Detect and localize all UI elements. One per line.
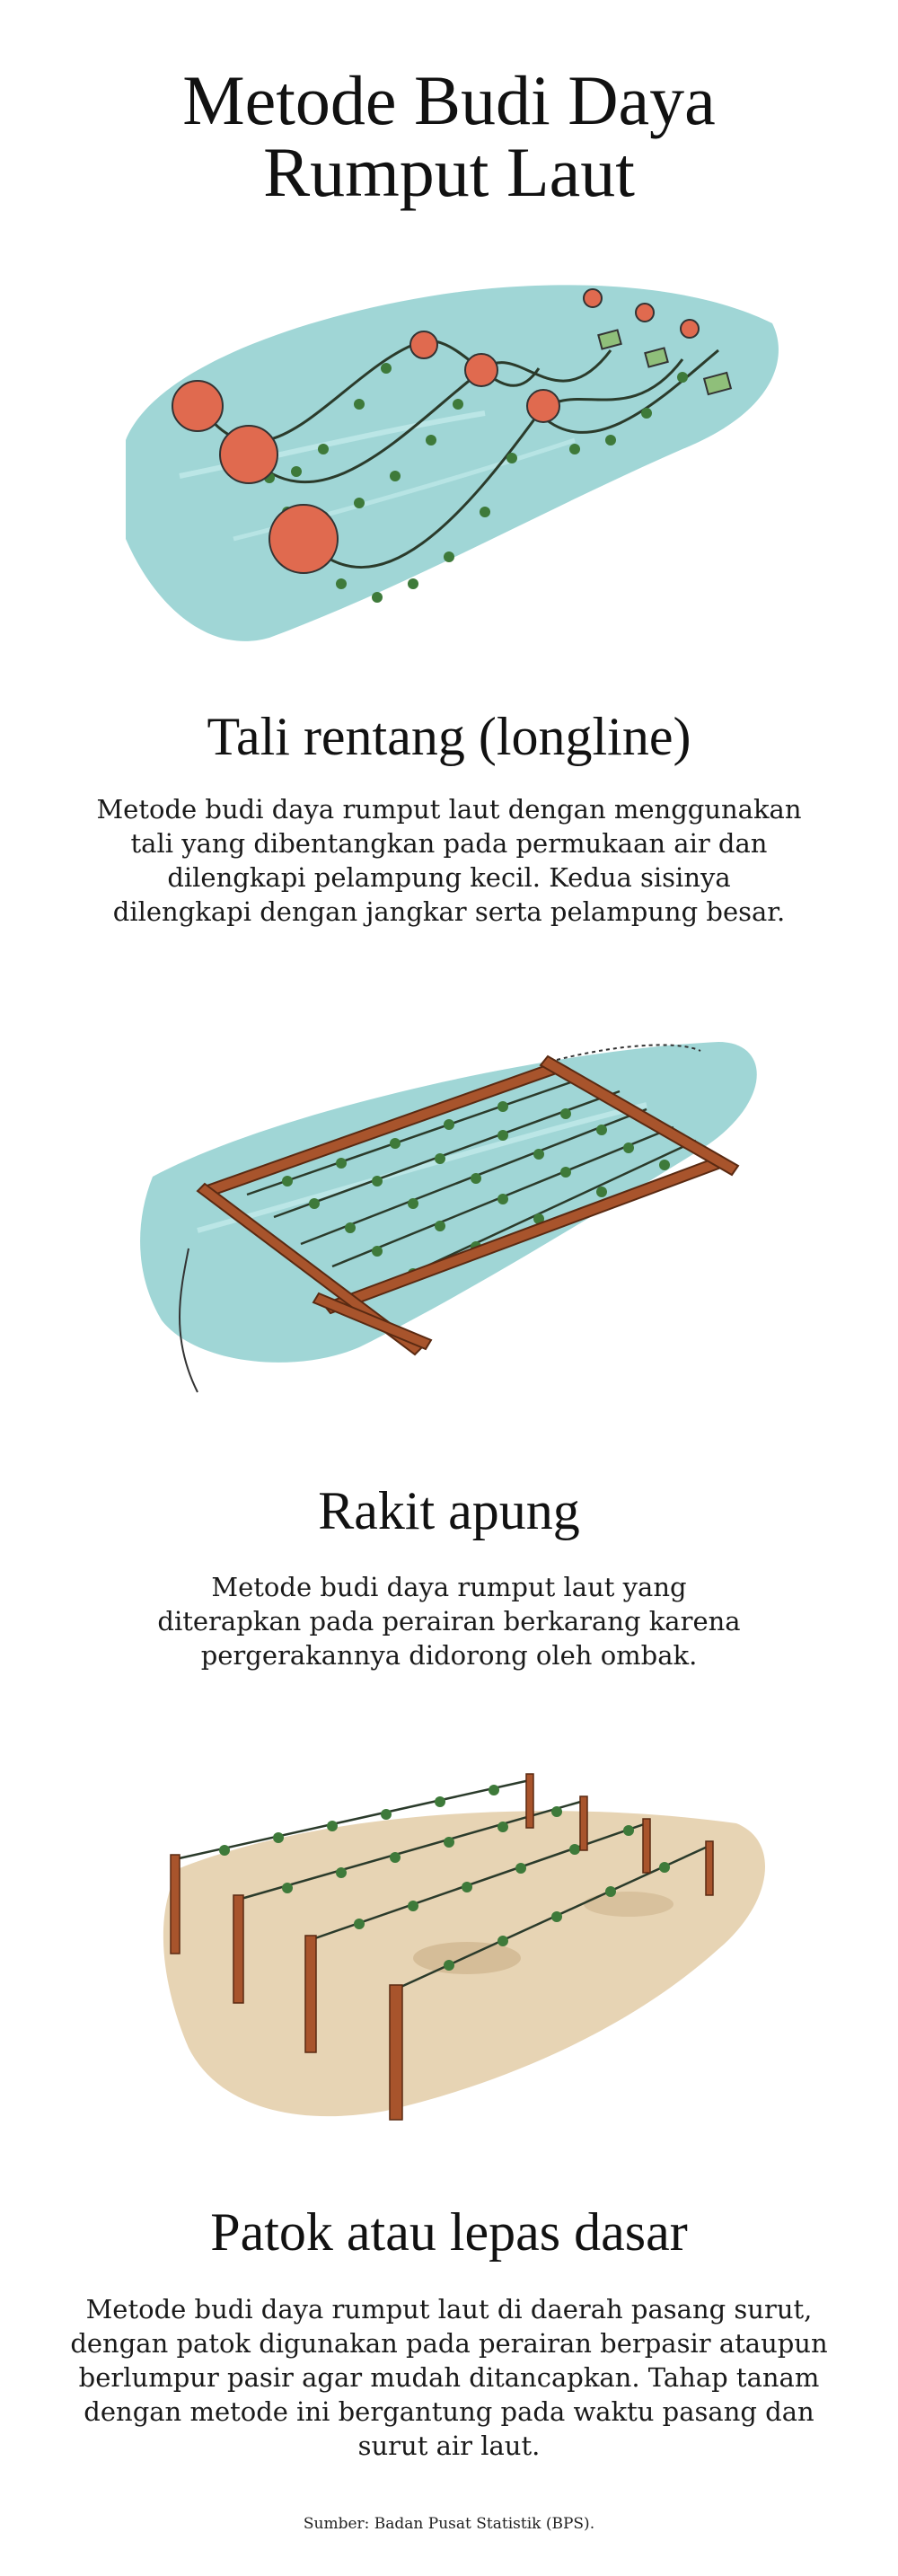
stake-text-line: berlumpur pasir agar mudah ditancapkan. Tahap tanam [78, 2362, 820, 2393]
stake-text-line: Metode budi daya rumput laut di daerah pasang surut, [85, 2294, 813, 2325]
small-buoy-1 [410, 331, 437, 358]
small-buoy-3 [527, 390, 559, 422]
longline-illustration [0, 243, 898, 674]
stake-description [63, 2292, 835, 2463]
water-patch [140, 1042, 757, 1363]
raft-text-line: pergerakannya didorong oleh ombak. [200, 1640, 698, 1671]
longline-description [63, 792, 835, 929]
large-buoy-3 [269, 505, 338, 573]
raft-heading: Rakit apung [318, 1481, 580, 1540]
longline-text-line: tali yang dibentangkan pada permukaan air dan [130, 828, 768, 859]
small-buoy-4 [584, 289, 602, 307]
title-line-2: Rumput Laut [263, 133, 635, 211]
page-title [0, 61, 898, 211]
small-buoy-2 [465, 354, 497, 386]
small-buoy-6 [681, 320, 699, 338]
stake-heading: Patok atau lepas dasar [210, 2202, 688, 2262]
source-note: Sumber: Badan Pusat Statistik (BPS). [303, 2515, 595, 2533]
raft-description [63, 1570, 835, 1672]
longline-text-line: dilengkapi dengan jangkar serta pelampung besar. [112, 896, 786, 927]
longline-heading: Tali rentang (longline) [207, 707, 691, 766]
large-buoy-1 [172, 381, 223, 431]
stake-text-line: dengan patok digunakan pada perairan berpasir ataupun [70, 2328, 828, 2359]
longline-text-line: Metode budi daya rumput laut dengan menggunakan [96, 794, 802, 825]
small-buoy-5 [636, 304, 654, 322]
stake-text-line: dengan metode ini bergantung pada waktu pasang dan [84, 2396, 814, 2427]
raft-text-line: Metode budi daya rumput laut yang [211, 1572, 687, 1602]
large-buoy-2 [220, 426, 277, 483]
raft-illustration [0, 1024, 898, 1446]
raft-text-line: diterapkan pada perairan berkarang karena [157, 1606, 741, 1636]
stake-text-line: surut air laut. [357, 2430, 541, 2461]
longline-text-line: dilengkapi pelampung kecil. Kedua sisinya [167, 862, 731, 893]
title-line-1: Metode Budi Daya [182, 61, 716, 139]
stake-illustration [0, 1760, 898, 2174]
